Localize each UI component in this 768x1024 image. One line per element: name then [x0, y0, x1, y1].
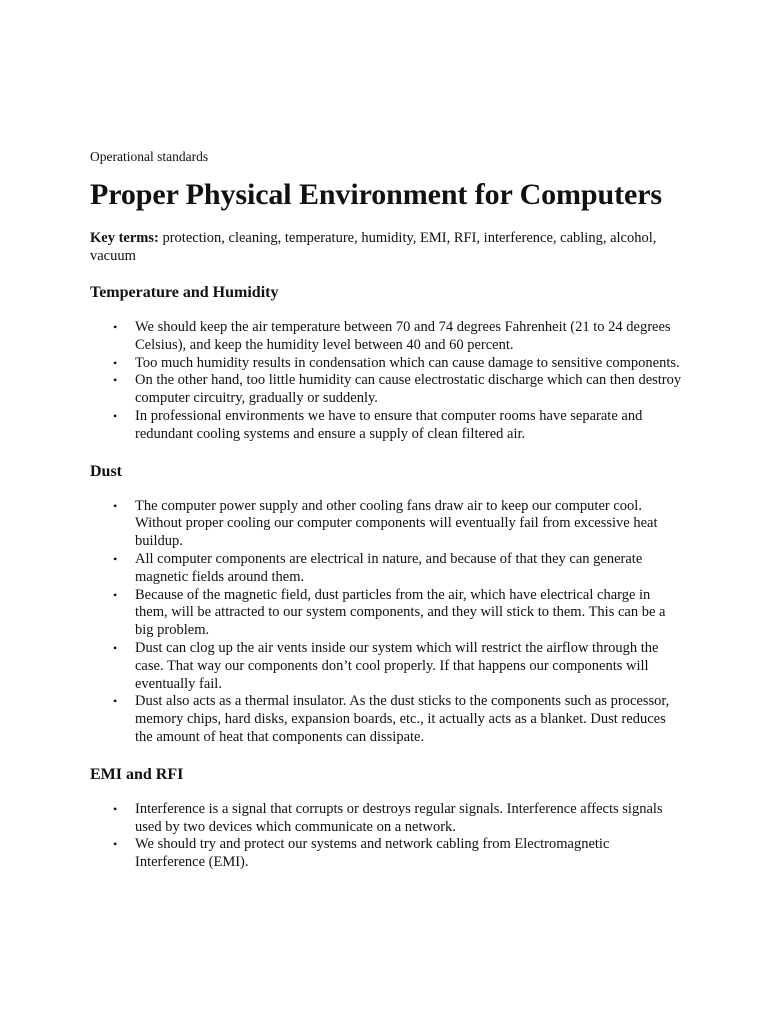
bullet-icon: •: [113, 801, 118, 816]
document-page: [90, 148, 682, 872]
list-item: [90, 372, 682, 408]
list-item-text: Because of the magnetic field, dust particles from the air, which have electrical charge in them, will be attracted to our system components, and they will stick to them. This can be a big problem.: [135, 586, 666, 639]
bullet-list: [90, 319, 682, 444]
list-item: [90, 498, 682, 551]
list-item: [90, 587, 682, 640]
bullet-list: [90, 801, 682, 872]
bullet-icon: •: [113, 551, 118, 566]
list-item-text: The computer power supply and other cooling fans draw air to keep our computer cool. Without proper cooling our computer components will eventually fail from excessive heat buildup.: [135, 497, 658, 550]
list-item-text: We should keep the air temperature between 70 and 74 degrees Fahrenheit (21 to 24 degrees Celsius), and keep the humidity level between 40 and 60 percent.: [135, 319, 671, 353]
bullet-icon: •: [113, 640, 118, 655]
key-terms-label: Key terms:: [90, 230, 159, 246]
list-item: [90, 408, 682, 444]
list-item: [90, 551, 682, 587]
list-item: [90, 640, 682, 693]
section-heading: Dust: [90, 462, 123, 480]
list-item-text: Too much humidity results in condensation which can cause damage to sensitive components.: [135, 354, 680, 371]
list-item-text: All computer components are electrical in nature, and because of that they can generate magnetic fields around them.: [135, 550, 643, 585]
bullet-icon: •: [113, 694, 118, 709]
document-category: Operational standards: [90, 149, 209, 164]
page-title: Proper Physical Environment for Computers: [90, 178, 662, 211]
bullet-icon: •: [113, 408, 118, 423]
list-item-text: In professional environments we have to ensure that computer rooms have separate and redundant cooling systems and ensure a supply of clean filtered air.: [135, 407, 643, 442]
bullet-icon: •: [113, 373, 118, 388]
list-item: [90, 355, 682, 373]
list-item-text: On the other hand, too little humidity can cause electrostatic discharge which can then destroy computer circuitry, gradually or suddenly.: [135, 372, 682, 407]
bullet-icon: •: [113, 320, 118, 334]
key-terms-paragraph: [90, 229, 682, 265]
section-dust: [90, 462, 682, 747]
list-item-text: Dust can clog up the air vents inside our system which will restrict the airflow through the case. That way our components don’t cool properly. If that happens our components will eventually fail.: [135, 639, 659, 692]
section-temperature-humidity: [90, 283, 682, 444]
list-item-text: Interference is a signal that corrupts or destroys regular signals. Interference affects signals used by two devices which communicate on a network.: [135, 800, 663, 835]
bullet-icon: •: [113, 355, 118, 370]
bullet-icon: •: [113, 498, 118, 513]
list-item: [90, 693, 682, 746]
list-item: [90, 801, 682, 837]
list-item: [90, 836, 682, 872]
section-emi-rfi: [90, 765, 682, 872]
section-heading: EMI and RFI: [90, 765, 184, 783]
list-item: [90, 319, 682, 355]
list-item-text: Dust also acts as a thermal insulator. As the dust sticks to the components such as processor, memory chips, hard disks, expansion boards, etc., it actually acts as a blanket. Dust reduces the amount of heat that components can dissipate.: [135, 693, 670, 745]
bullet-icon: •: [113, 837, 118, 852]
list-item-text: We should try and protect our systems and network cabling from Electromagnetic Interference (EMI).: [135, 836, 610, 871]
bullet-list: [90, 498, 682, 747]
section-heading: Temperature and Humidity: [90, 284, 279, 301]
key-terms-list: protection, cleaning, temperature, humidity, EMI, RFI, interference, cabling, alcohol, vacuum: [90, 230, 657, 264]
bullet-icon: •: [113, 587, 118, 602]
